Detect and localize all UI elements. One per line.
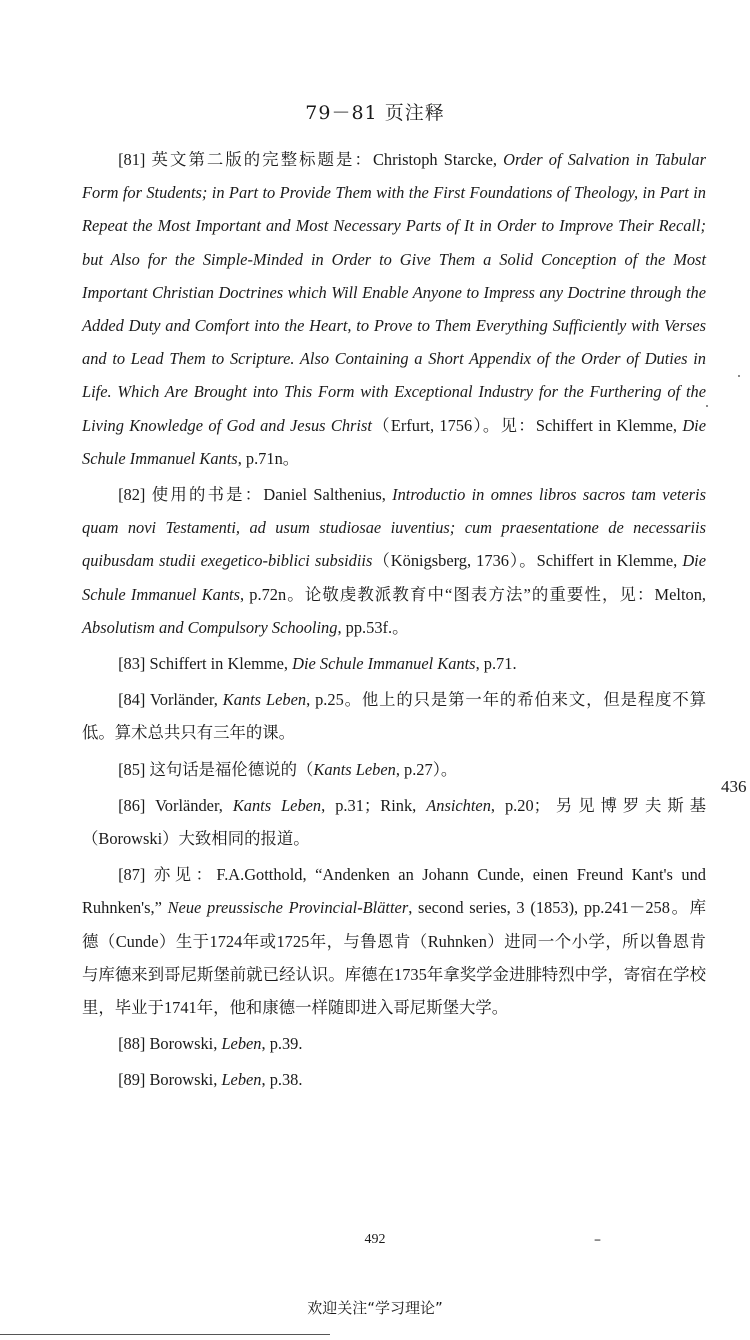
- note-title-italic: Leben: [221, 1034, 262, 1054]
- note-title-italic: Leben: [221, 1070, 262, 1090]
- note-text: , p.71n。: [237, 448, 300, 468]
- original-page-marker: 436: [721, 777, 747, 796]
- note-text: [81] 英文第二版的完整标题是：Christoph Starcke,: [118, 150, 504, 169]
- note-title-italic: Introductio in omnes libros sacros tam veteris quam novi Testamenti, ad usum studiosae iuventius; cum praesentatione de necessariis quibusdam studii exegetico-biblici subsidiis: [82, 485, 706, 571]
- note-title-italic: Ansichten: [426, 795, 491, 815]
- endnotes-list: [82, 143, 706, 1100]
- note-title-italic: Die Schule Immanuel Kants: [82, 551, 706, 604]
- note-text: [83] Schiffert in Klemme,: [118, 654, 293, 674]
- endnote-87: [82, 858, 706, 1024]
- note-text: [82] 使用的书是：Daniel Salthenius,: [118, 485, 393, 505]
- scan-speck: [738, 375, 740, 377]
- endnote-81: [82, 143, 706, 475]
- scan-speck: [706, 405, 708, 407]
- note-text: , p.39.: [261, 1034, 303, 1054]
- endnote-89: [82, 1063, 706, 1096]
- note-text: [84] Vorländer,: [118, 690, 223, 710]
- note-text: , p.27）。: [395, 759, 458, 779]
- note-text: （Königsberg, 1736）。Schiffert in Klemme,: [372, 551, 683, 571]
- note-text: , second series, 3 (1853), pp.241－258。库德（Cunde）生于1724年或1725年，与鲁恩肯（Ruhnken）进同一个小学，所以鲁恩肯与库德来到哥尼斯堡前就已经认识。库德在1735年拿奖学金进腓特烈中学，寄宿在学校里，毕业于1741年，他和康德一样随即进入哥尼斯堡大学。: [82, 898, 706, 1018]
- note-title-italic: Die Schule Immanuel Kants: [82, 415, 706, 468]
- endnote-88: [82, 1027, 706, 1060]
- note-title-italic: Kants Leben: [313, 759, 396, 779]
- endnote-83: [82, 647, 706, 680]
- note-text: [85] 这句话是福伦德说的（: [118, 759, 314, 779]
- endnote-85: [82, 753, 706, 786]
- note-text: [86] Vorländer,: [118, 795, 233, 815]
- bottom-rule: [0, 1334, 330, 1335]
- page-number: 492: [364, 1232, 386, 1247]
- note-text: （Erfurt, 1756）。见：Schiffert in Klemme,: [371, 415, 683, 435]
- note-text: [87] 亦见：F.A.Gotthold, “Andenken an Johann Cunde, einen Freund Kant's und Ruhnken's,”: [82, 865, 706, 918]
- note-title-italic: Neue preussische Provincial-Blätter: [167, 898, 409, 918]
- endnote-82: [82, 478, 706, 644]
- note-text: , p.71.: [475, 654, 517, 674]
- note-text: , p.20；另见博罗夫斯基（Borowski）大致相同的报道。: [82, 795, 706, 849]
- note-text: , p.31；Rink,: [321, 795, 427, 815]
- page-heading: 79－81 页注释: [305, 102, 445, 124]
- note-title-italic: Order of Salvation in Tabular Form for Students; in Part to Provide Them with the First Foundations of Theology, in Part in Repeat the Most Important and Most Necessary Parts of It in Order to Improve Their Recall; but Also for the Simple-Minded in Order to Give Them a Solid Conception of the Most Important Christian Doctrines which Will Enable Anyone to Impress any Doctrine through the Added Duty and Comfort into the Heart, to Prove to Them Everything Sufficiently with Verses and to Lead Them to Scripture. Also Containing a Short Appendix of the Order of Duties in Life. Which Are Brought into This Form with Exceptional Industry for the Furthering of the Living Knowledge of God and Jesus Christ: [82, 150, 706, 435]
- note-title-italic: Die Schule Immanuel Kants: [292, 654, 476, 674]
- note-text: , p.25。他上的只是第一年的希伯来文，但是程度不算低。算术总共只有三年的课。: [82, 690, 706, 743]
- endnote-84: [82, 683, 706, 749]
- note-title-italic: Kants Leben: [222, 690, 307, 710]
- footer-note: 欢迎关注“学习理论”: [307, 1299, 443, 1317]
- note-title-italic: Kants Leben: [232, 795, 322, 815]
- note-text: [89] Borowski,: [118, 1070, 222, 1090]
- note-title-italic: Absolutism and Compulsory Schooling: [82, 617, 338, 637]
- endnote-86: [82, 789, 706, 855]
- note-text: , p.38.: [261, 1070, 303, 1090]
- note-text: , pp.53f.。: [337, 617, 409, 637]
- folio-dash: –: [594, 1232, 601, 1248]
- note-text: , p.72n。论敬虔教派教育中“图表方法”的重要性，见：Melton,: [239, 584, 706, 604]
- note-text: [88] Borowski,: [118, 1034, 222, 1054]
